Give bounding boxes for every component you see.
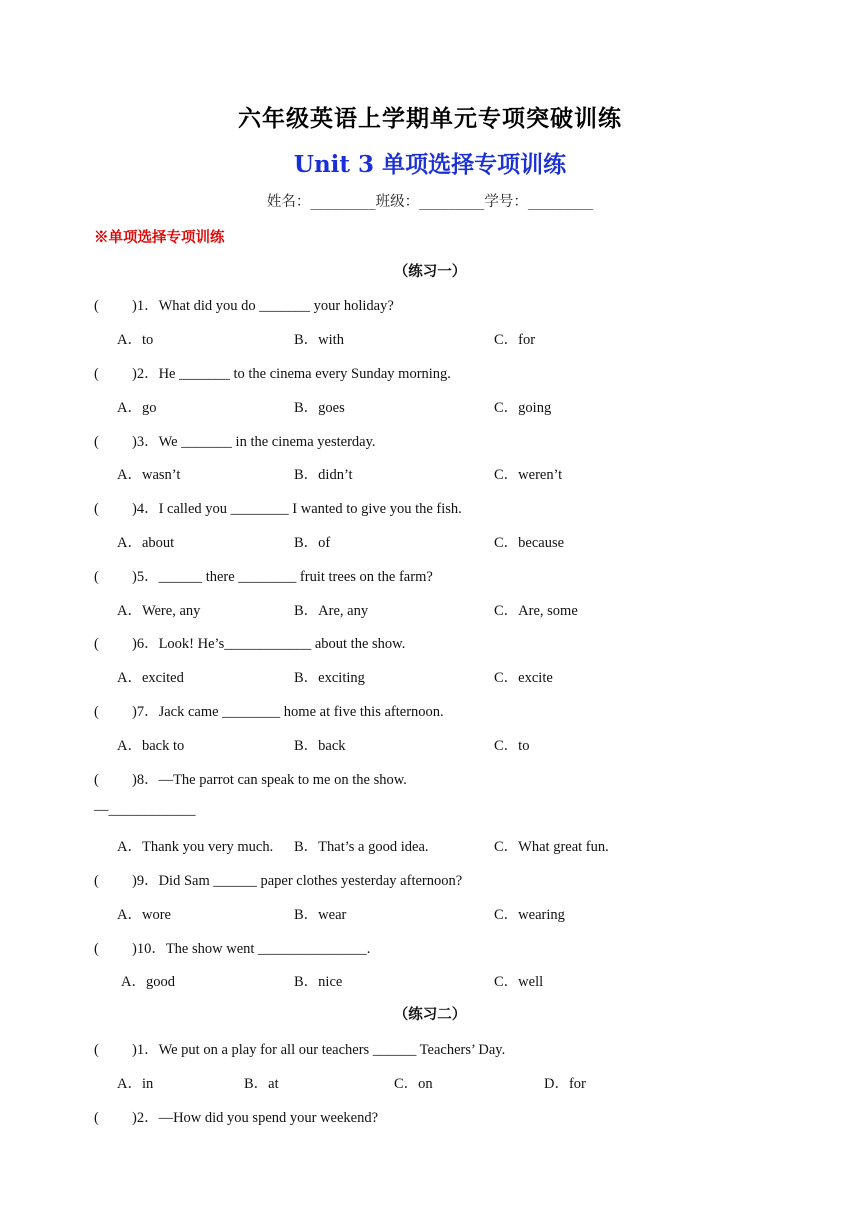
option-b: B．nice — [294, 974, 343, 990]
section-label: ※单项选择专项训练 — [94, 229, 225, 246]
question-stem: ( )2．—How did you spend your weekend? — [94, 1110, 379, 1126]
option-c: C．because — [494, 535, 565, 551]
option-b: B．exciting — [294, 670, 365, 686]
answer-blank-line: —____________ — [94, 802, 196, 818]
option-b: B．of — [294, 535, 331, 551]
option-a: A．wasn’t — [117, 467, 181, 483]
option-c: C．well — [494, 974, 544, 990]
question-stem: ( )1．What did you do _______ your holiday? — [94, 298, 394, 314]
option-a: A．excited — [117, 670, 184, 686]
option-a: A．to — [117, 332, 154, 348]
option-b: B．Are, any — [294, 603, 369, 619]
option-b: B．back — [294, 738, 346, 754]
question-stem: ( )2．He _______ to the cinema every Sunday morning. — [94, 366, 451, 382]
option-c: C．excite — [494, 670, 553, 686]
option-a: A．in — [117, 1076, 154, 1092]
option-d: D．for — [544, 1076, 586, 1092]
option-a: A．about — [117, 535, 175, 551]
question-stem: ( )5．______ there ________ fruit trees on the farm? — [94, 569, 433, 585]
option-c: C．Are, some — [494, 603, 578, 619]
option-c: C．weren’t — [494, 467, 563, 483]
option-c: C．to — [494, 738, 530, 754]
option-b: B．That’s a good idea. — [294, 839, 429, 855]
option-c: C．on — [394, 1076, 433, 1092]
option-a: A．back to — [117, 738, 185, 754]
question-stem: ( )10．The show went _______________. — [94, 941, 371, 957]
option-a: A．Were, any — [117, 603, 201, 619]
question-stem: ( )9．Did Sam ______ paper clothes yesterday afternoon? — [94, 873, 463, 889]
question-stem: ( )6．Look! He’s____________ about the show. — [94, 636, 406, 652]
practice-1-title: （练习一） — [393, 263, 467, 280]
option-c: C．wearing — [494, 907, 565, 923]
question-stem: ( )4．I called you ________ I wanted to give you the fish. — [94, 501, 462, 517]
option-b: B．didn’t — [294, 467, 353, 483]
option-c: C．What great fun. — [494, 839, 609, 855]
option-b: B．with — [294, 332, 344, 348]
option-a: A．Thank you very much. — [117, 839, 274, 855]
option-a: A．wore — [117, 907, 171, 923]
question-stem: ( )7．Jack came ________ home at five this afternoon. — [94, 704, 444, 720]
question-stem: ( )3．We _______ in the cinema yesterday. — [94, 434, 376, 450]
option-c: C．going — [494, 400, 552, 416]
option-a: A．good — [121, 974, 175, 990]
question-stem: ( )8．—The parrot can speak to me on the show. — [94, 772, 407, 788]
practice-2-title: （练习二） — [393, 1006, 467, 1023]
option-b: B．goes — [294, 400, 345, 416]
option-b: B．at — [244, 1076, 279, 1092]
option-c: C．for — [494, 332, 536, 348]
option-a: A．go — [117, 400, 157, 416]
option-b: B．wear — [294, 907, 347, 923]
student-info-line: 姓名：_________班级：_________学号：_________ — [266, 194, 594, 210]
unit-subtitle: Unit 3 单项选择专项训练 — [293, 151, 567, 178]
page-title: 六年级英语上学期单元专项突破训练 — [238, 105, 622, 132]
question-stem: ( )1．We put on a play for all our teachers ______ Teachers’ Day. — [94, 1042, 506, 1058]
